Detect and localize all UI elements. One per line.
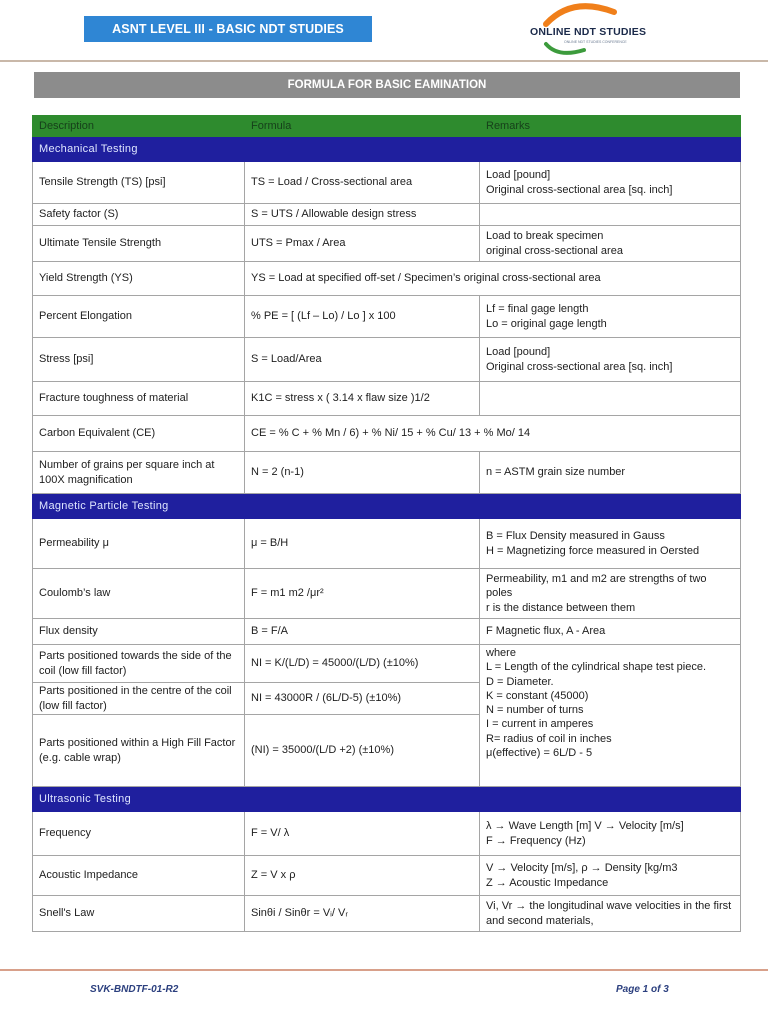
cell-formula: TS = Load / Cross-sectional area <box>245 162 480 204</box>
remark-line: μ(effective) = 6L/D - 5 <box>486 747 593 760</box>
cell-formula: S = Load/Area <box>245 338 480 382</box>
column-header-formula: Formula <box>245 116 480 137</box>
cell-description: Parts positioned within a High Fill Factor (e.g. cable wrap) <box>33 715 245 787</box>
table-row <box>33 262 741 296</box>
document-code: SVK-BNDTF-01-R2 <box>90 984 179 995</box>
section-title: Mechanical Testing <box>33 137 741 162</box>
remark-line: Load [pound] <box>486 169 551 182</box>
cell-formula: μ = B/H <box>245 519 480 569</box>
cell-formula: CE = % C + % Mn / 6) + % Ni/ 15 + % Cu/ 13 + % Mo/ 14 <box>245 416 741 452</box>
cell-formula: % PE = [ (Lf – Lo) / Lo ] x 100 <box>245 296 480 338</box>
remark-line: λ → Wave Length [m] V → Velocity [m/s] <box>486 820 684 833</box>
cell-description: Carbon Equivalent (CE) <box>33 416 245 452</box>
remark-line: F → Frequency (Hz) <box>486 834 586 847</box>
table-row <box>33 812 741 856</box>
cell-remarks <box>480 204 741 226</box>
table-row <box>33 896 741 932</box>
table-header-row <box>33 116 741 137</box>
remark-line: F Magnetic flux, A - Area <box>486 625 606 638</box>
cell-description: Fracture toughness of material <box>33 382 245 416</box>
table-row <box>33 338 741 382</box>
cell-description: Percent Elongation <box>33 296 245 338</box>
cell-description: Flux density <box>33 619 245 645</box>
remark-line: where <box>486 647 516 659</box>
cell-description: Safety factor (S) <box>33 204 245 226</box>
section-row <box>33 137 741 162</box>
cell-remarks <box>480 645 741 787</box>
table-row <box>33 416 741 452</box>
cell-remarks <box>480 226 741 262</box>
remark-line: K = constant (45000) <box>486 689 589 702</box>
table-row <box>33 204 741 226</box>
cell-formula: F = m1 m2 /μr² <box>245 569 480 619</box>
cell-description: Parts positioned in the centre of the coil (low fill factor) <box>33 683 245 715</box>
cell-remarks <box>480 812 741 856</box>
cell-formula: Sinθi / Sinθr = Vᵢ/ Vᵣ <box>245 896 480 932</box>
remark-line: Vi, Vr → the longitudinal wave velocities in the first and second materials, <box>486 900 732 927</box>
remark-line: R= radius of coil in inches <box>486 732 612 745</box>
header-divider <box>0 60 768 62</box>
cell-description: Stress [psi] <box>33 338 245 382</box>
cell-formula: (NI) = 35000/(L/D +2) (±10%) <box>245 715 480 787</box>
cell-formula: N = 2 (n-1) <box>245 452 480 494</box>
remark-line: n = ASTM grain size number <box>486 466 626 479</box>
cell-description: Tensile Strength (TS) [psi] <box>33 162 245 204</box>
remark-line: Load [pound] <box>486 346 551 359</box>
remark-line: Lf = final gage length <box>486 303 589 316</box>
cell-description: Snell's Law <box>33 896 245 932</box>
remark-line: Original cross-sectional area [sq. inch] <box>486 183 673 196</box>
cell-formula: F = V/ λ <box>245 812 480 856</box>
cell-description: Yield Strength (YS) <box>33 262 245 296</box>
logo-tagline: ONLINE NDT STUDIES CONFERENCE <box>564 40 627 44</box>
section-row <box>33 787 741 812</box>
remark-line: H = Magnetizing force measured in Oersted <box>486 544 700 557</box>
table-row <box>33 226 741 262</box>
cell-remarks <box>480 338 741 382</box>
section-row <box>33 494 741 519</box>
cell-remarks <box>480 569 741 619</box>
footer-divider <box>0 969 768 971</box>
table-row <box>33 519 741 569</box>
company-logo <box>524 2 694 58</box>
cell-formula: NI = K/(L/D) = 45000/(L/D) (±10%) <box>245 645 480 683</box>
cell-description: Parts positioned towards the side of the coil (low fill factor) <box>33 645 245 683</box>
cell-description: Number of grains per square inch at 100X magnification <box>33 452 245 494</box>
remark-line: L = Length of the cylindrical shape test piece. <box>486 661 707 674</box>
table-row <box>33 452 741 494</box>
remark-line: D = Diameter. <box>486 675 554 688</box>
table-row <box>33 856 741 896</box>
page-title: FORMULA FOR BASIC EAMINATION <box>34 72 740 98</box>
remark-line: original cross-sectional area <box>486 244 623 257</box>
cell-remarks <box>480 896 741 932</box>
formula-table <box>32 115 741 932</box>
cell-formula: S = UTS / Allowable design stress <box>245 204 480 226</box>
cell-formula: K1C = stress x ( 3.14 x flaw size )1/2 <box>245 382 480 416</box>
cell-formula: NI = 43000R / (6L/D-5) (±10%) <box>245 683 480 715</box>
cell-formula: UTS = Pmax / Area <box>245 226 480 262</box>
remark-line: Permeability, m1 and m2 are strengths of two poles <box>486 573 707 600</box>
column-header-description: Description <box>33 116 245 137</box>
cell-description: Coulomb’s law <box>33 569 245 619</box>
page-number: Page 1 of 3 <box>616 984 669 995</box>
cell-remarks <box>480 162 741 204</box>
section-title: Ultrasonic Testing <box>33 787 741 812</box>
cell-formula: YS = Load at specified off-set / Specimen’s original cross-sectional area <box>245 262 741 296</box>
cell-formula: B = F/A <box>245 619 480 645</box>
cell-description: Ultimate Tensile Strength <box>33 226 245 262</box>
table-row <box>33 382 741 416</box>
remark-line: B = Flux Density measured in Gauss <box>486 530 665 543</box>
cell-remarks <box>480 619 741 645</box>
cell-description: Frequency <box>33 812 245 856</box>
cell-remarks <box>480 382 741 416</box>
table-row <box>33 619 741 645</box>
remark-line: V → Velocity [m/s], ρ → Density [kg/m3 <box>486 862 678 875</box>
column-header-remarks: Remarks <box>480 116 741 137</box>
table-row <box>33 296 741 338</box>
table-row <box>33 162 741 204</box>
table-row <box>33 645 741 683</box>
cell-remarks <box>480 519 741 569</box>
logo-wordmark: ONLINE NDT STUDIES <box>530 26 647 38</box>
remark-line: Lo = original gage length <box>486 317 607 330</box>
remark-line: r is the distance between them <box>486 601 636 614</box>
cell-remarks <box>480 296 741 338</box>
section-title: Magnetic Particle Testing <box>33 494 741 519</box>
cell-remarks <box>480 452 741 494</box>
remark-line: Load to break specimen <box>486 230 604 243</box>
cell-description: Acoustic Impedance <box>33 856 245 896</box>
remark-line: I = current in amperes <box>486 718 594 731</box>
remark-line: Z → Acoustic Impedance <box>486 876 609 889</box>
remark-line: Original cross-sectional area [sq. inch] <box>486 360 673 373</box>
header-badge: ASNT LEVEL III - BASIC NDT STUDIES <box>84 16 372 42</box>
table-row <box>33 569 741 619</box>
cell-description: Permeability μ <box>33 519 245 569</box>
cell-remarks <box>480 856 741 896</box>
cell-formula: Z = V x ρ <box>245 856 480 896</box>
remark-line: N = number of turns <box>486 704 584 717</box>
